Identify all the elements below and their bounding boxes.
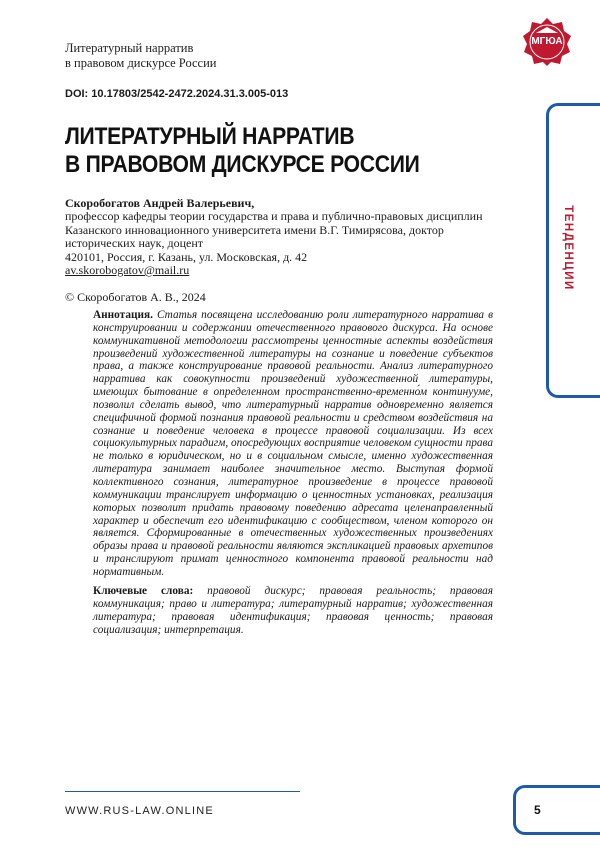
abstract-text: Статья посвящена исследованию роли литературного нарратива в конструировании и содержании отечественного правового дискурса. На основе коммуникативной методологии рассмотрены ценностные аспекты воздействия произведений художественной литературы на сознание и поведение субъектов права, а также конструирование правовой реальности. Анализ литературного нарратива как совокупности произведений художественной литературы, имеющих бытование в определенном пространственно-временно́м континууме, позволил сделать вывод, что литературный нарратив одновременно является специфичной формой познания правовой реальности и средством воздействия на сознание и поведение человека в процессе правовой социализации. Из всех социокультурных парадигм, опосредующих восприятие человеком сущности права не только в юридическом, но и в социальном смысле, именно художественная литература занимает наиболее значительное место. Выступая формой коллективного сознания, литературное произведение в процессе правовой коммуникации транслирует информацию о ценностных установках, реализация которых позволит придать правовому поведению адресата целенаправленный характер и обеспечит его идентификацию с сообществом, членом которого он является. Сформированные в отечественных художественных произведениях образы права и правовой реальности являются экспликацией правовых архетипов и транслируют примат ценностного компонента правовой реальности над нормативным. <box>93 309 493 578</box>
running-head <box>65 41 395 71</box>
page-number-bracket <box>513 785 600 835</box>
author-block <box>65 197 535 277</box>
article-title <box>65 123 470 179</box>
footer-url-link[interactable]: WWW.RUS-LAW.ONLINE <box>65 805 214 817</box>
journal-logo <box>522 17 572 67</box>
article-title-line-2: В ПРАВОВОМ ДИСКУРСЕ РОССИИ <box>65 151 420 178</box>
section-label <box>558 198 578 298</box>
author-affiliation-line: исторических наук, доцент <box>65 236 203 251</box>
doi: DOI: 10.17803/2542-2472.2024.31.3.005-013 <box>65 88 289 100</box>
running-head-line-1: Литературный нарратив <box>65 41 194 55</box>
footer-divider <box>65 791 300 792</box>
author-email-link[interactable]: av.skorobogatov@mail.ru <box>65 263 190 278</box>
section-label-text: ТЕНДЕНЦИИ <box>562 205 574 291</box>
page-number: 5 <box>534 803 541 817</box>
keywords-label: Ключевые слова: <box>93 585 194 597</box>
logo-text: МГЮА <box>531 36 563 47</box>
author-affiliation-line: профессор кафедры теории государства и права и публично-правовых дисциплин <box>65 209 483 224</box>
keywords-text: правовой дискурс; правовая реальность; правовая коммуникация; право и литература; литературный нарратив; художественная литература; правовая идентификация; правовая ценность; правовая социализация; интерпретация. <box>93 585 493 636</box>
article-title-line-1: ЛИТЕРАТУРНЫЙ НАРРАТИВ <box>65 123 355 150</box>
abstract <box>93 309 493 579</box>
copyright: © Скоробогатов А. В., 2024 <box>65 290 206 304</box>
author-affiliation-line: Казанского инновационного университета имени В.Г. Тимирясова, доктор <box>65 222 444 237</box>
abstract-label: Аннотация. <box>93 309 153 321</box>
author-address: 420101, Россия, г. Казань, ул. Московская, д. 42 <box>65 249 308 264</box>
running-head-line-2: в правовом дискурсе России <box>65 56 217 70</box>
author-name: Скоробогатов Андрей Валерьевич, <box>65 196 255 210</box>
keywords <box>93 585 493 636</box>
